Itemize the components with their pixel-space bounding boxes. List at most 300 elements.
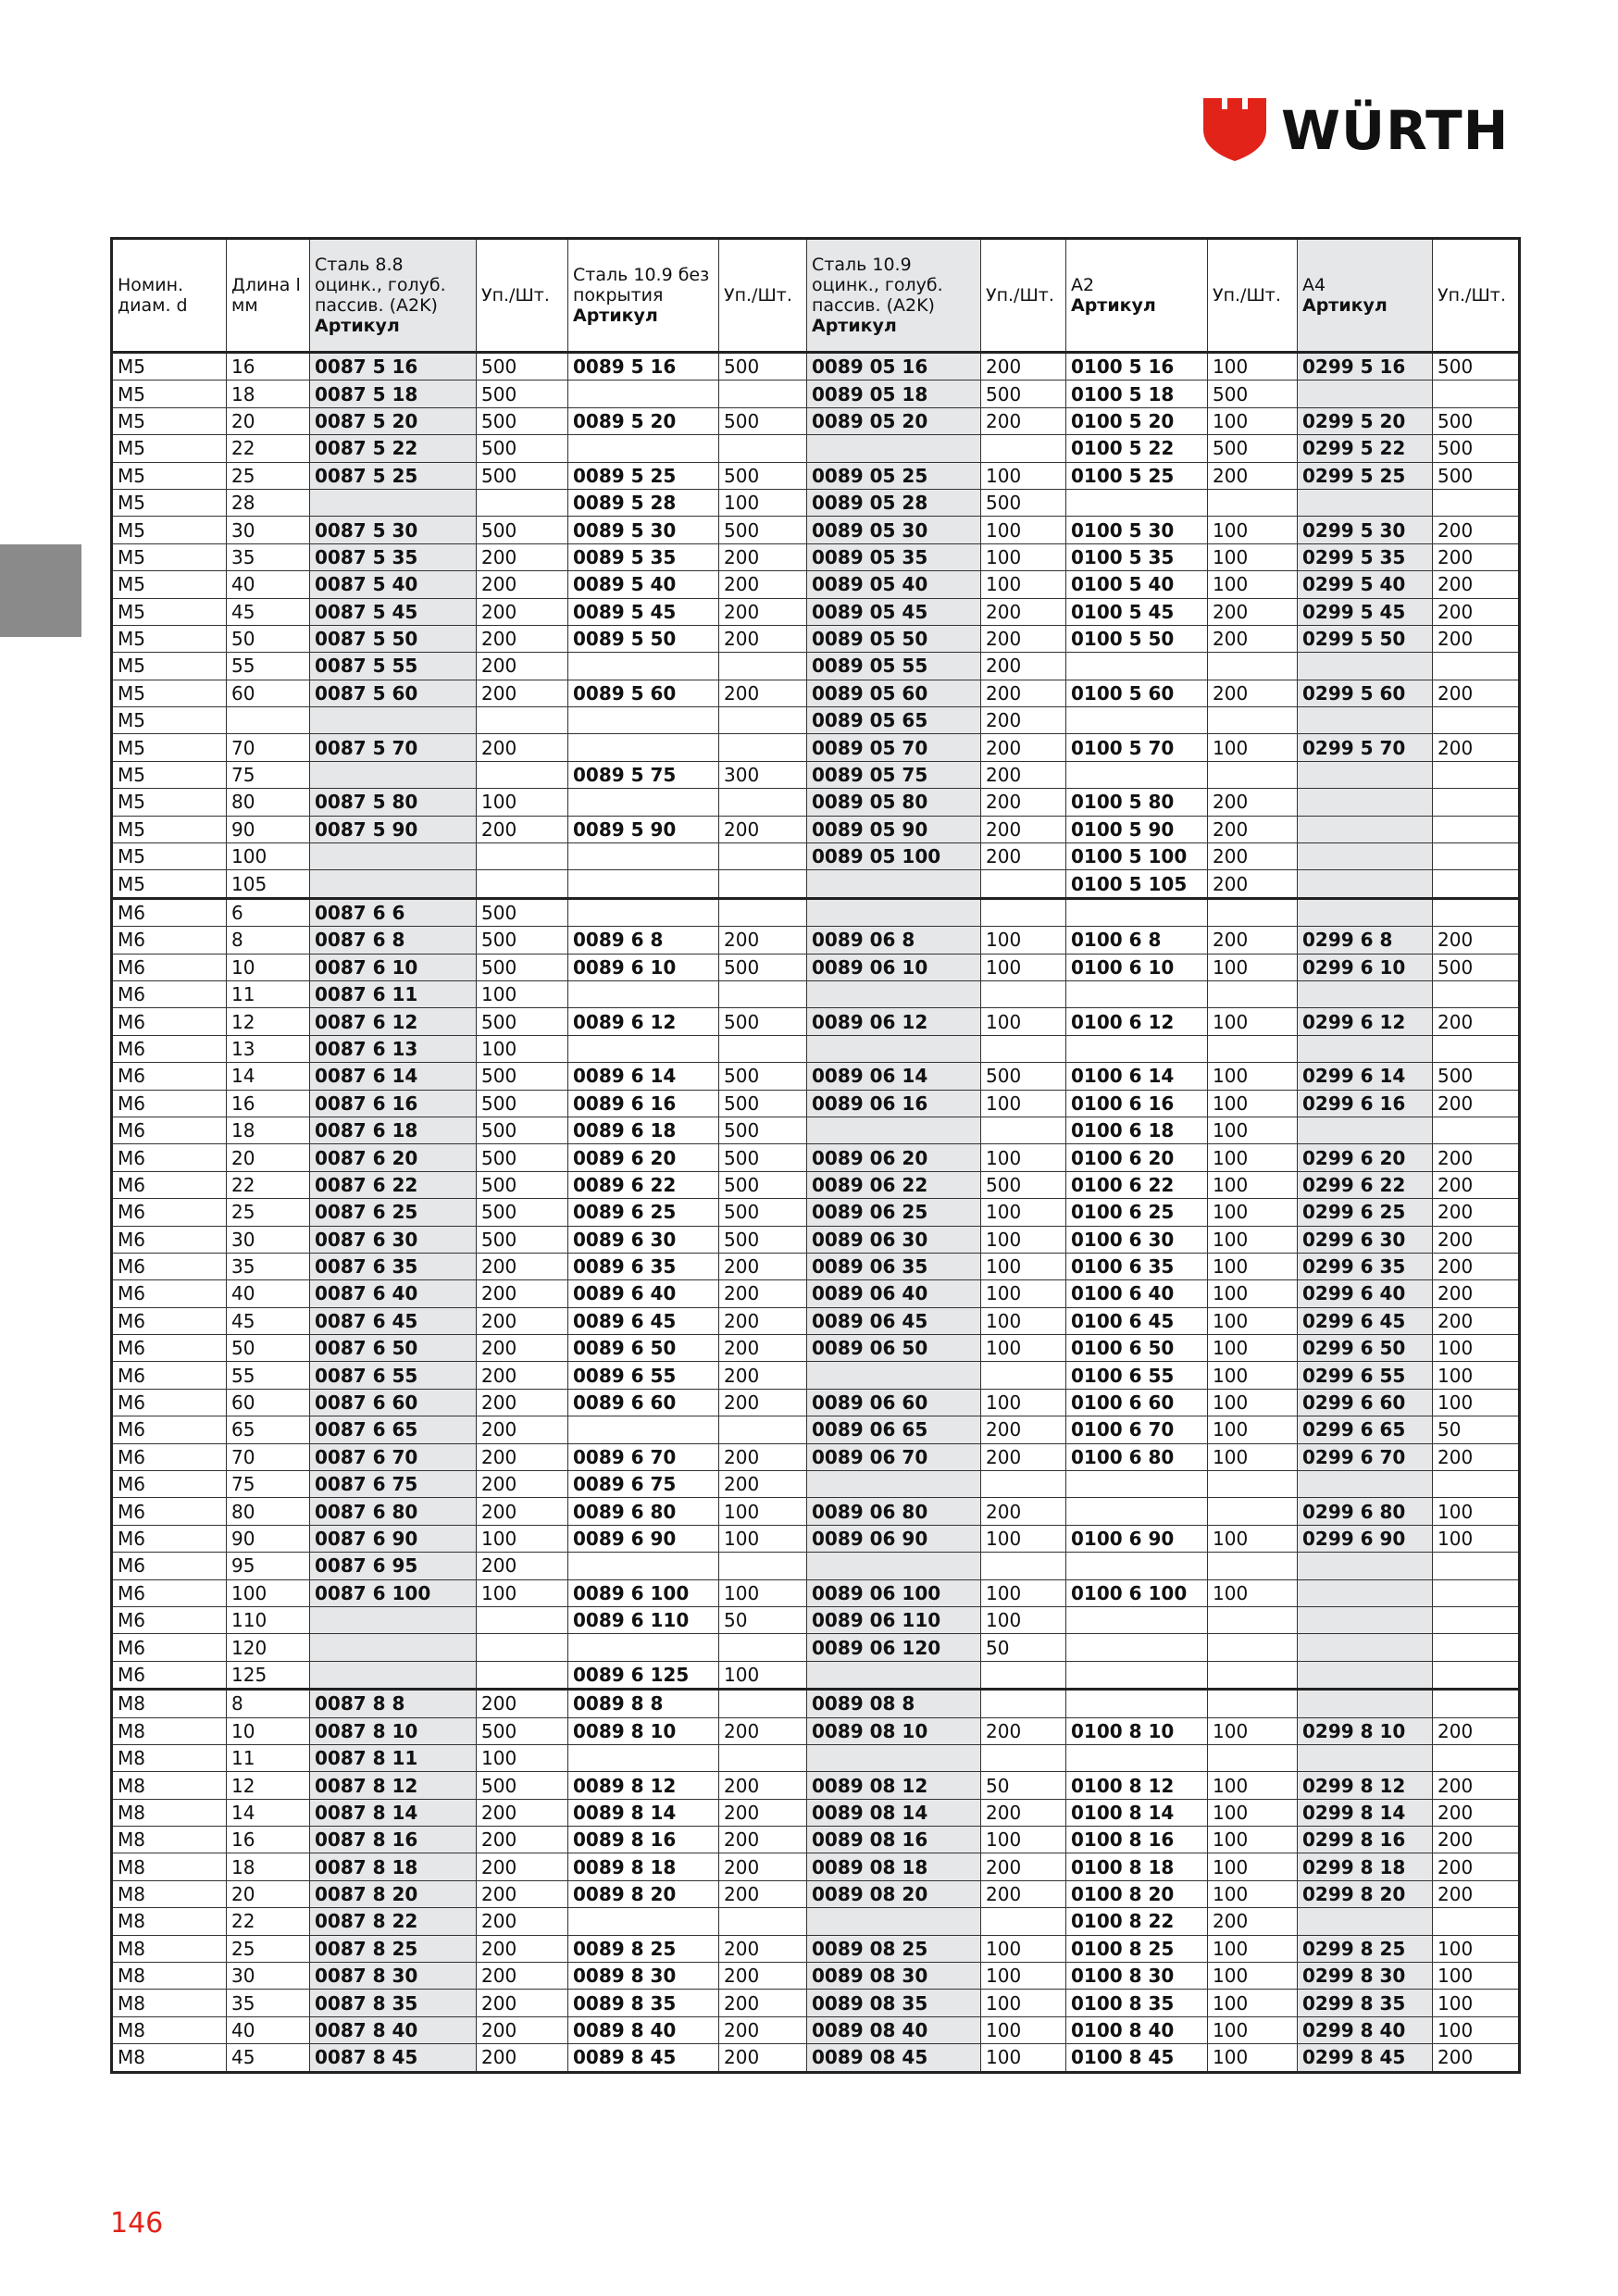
table-cell: 0089 6 16 <box>568 1090 719 1117</box>
table-cell: 200 <box>477 598 568 625</box>
table-cell: 0299 5 30 <box>1298 517 1433 543</box>
table-row <box>112 1008 1520 1035</box>
table-cell: 200 <box>477 2016 568 2043</box>
table-cell: M5 <box>112 625 227 652</box>
table-cell: 100 <box>719 1525 807 1552</box>
table-cell: 200 <box>1433 1090 1520 1117</box>
table-cell: 110 <box>227 1606 310 1633</box>
table-cell: 0089 05 25 <box>807 462 981 489</box>
table-cell: 0100 5 100 <box>1066 843 1208 870</box>
table-cell: 0100 8 12 <box>1066 1772 1208 1799</box>
table-cell <box>568 381 719 407</box>
table-cell <box>1208 653 1298 680</box>
table-cell: 0089 05 55 <box>807 653 981 680</box>
table-cell <box>568 898 719 926</box>
table-cell: 0087 6 18 <box>310 1117 477 1143</box>
table-cell: 200 <box>719 1307 807 1334</box>
table-cell <box>568 1634 719 1661</box>
table-cell: 22 <box>227 1171 310 1198</box>
table-cell: 0100 6 100 <box>1066 1579 1208 1606</box>
table-cell: 100 <box>981 462 1066 489</box>
table-row <box>112 1035 1520 1062</box>
table-cell <box>310 870 477 898</box>
table-cell: 0100 5 18 <box>1066 381 1208 407</box>
table-row <box>112 1498 1520 1525</box>
table-cell <box>310 843 477 870</box>
table-cell: M8 <box>112 1690 227 1717</box>
table-cell: 0299 6 70 <box>1298 1443 1433 1470</box>
table-cell: 100 <box>981 1307 1066 1334</box>
table-cell: 50 <box>719 1606 807 1633</box>
table-cell <box>568 1553 719 1579</box>
table-cell <box>1298 381 1433 407</box>
table-cell <box>807 870 981 898</box>
table-cell: 100 <box>1208 1226 1298 1253</box>
table-cell <box>568 435 719 462</box>
table-row <box>112 1880 1520 1907</box>
table-cell: 0089 06 16 <box>807 1090 981 1117</box>
table-cell: 50 <box>227 625 310 652</box>
table-cell <box>807 1908 981 1935</box>
table-cell <box>1066 653 1208 680</box>
table-cell: 0087 6 90 <box>310 1525 477 1552</box>
table-cell <box>1208 898 1298 926</box>
table-cell <box>1433 870 1520 898</box>
table-cell: 200 <box>1433 1853 1520 1880</box>
table-row <box>112 1280 1520 1307</box>
table-cell: 0100 6 45 <box>1066 1307 1208 1334</box>
table-cell <box>568 980 719 1007</box>
table-cell <box>981 1908 1066 1935</box>
table-cell <box>981 980 1066 1007</box>
table-cell: 100 <box>981 1226 1066 1253</box>
table-row <box>112 789 1520 816</box>
table-cell: 500 <box>477 1008 568 1035</box>
table-cell: 200 <box>1433 1880 1520 1907</box>
table-cell: 100 <box>981 571 1066 598</box>
table-cell: 200 <box>981 1853 1066 1880</box>
table-cell <box>719 435 807 462</box>
table-cell <box>477 1661 568 1689</box>
table-cell: 100 <box>1208 1963 1298 1990</box>
table-cell: 50 <box>227 1335 310 1362</box>
table-cell: 0087 6 10 <box>310 954 477 980</box>
table-cell: 22 <box>227 1908 310 1935</box>
table-cell: 0087 8 10 <box>310 1717 477 1744</box>
table-cell: 16 <box>227 1090 310 1117</box>
table-row <box>112 707 1520 734</box>
table-row <box>112 1443 1520 1470</box>
table-cell: 0299 8 16 <box>1298 1827 1433 1853</box>
table-cell: 500 <box>719 462 807 489</box>
table-cell <box>1433 1690 1520 1717</box>
table-cell <box>568 843 719 870</box>
table-cell: 0087 5 90 <box>310 816 477 842</box>
table-cell: 0299 8 40 <box>1298 2016 1433 2043</box>
table-cell: 0100 8 22 <box>1066 1908 1208 1935</box>
table-cell: M6 <box>112 1063 227 1090</box>
table-cell: 200 <box>719 2016 807 2043</box>
table-cell: 100 <box>1208 1853 1298 1880</box>
table-row <box>112 1362 1520 1389</box>
table-cell: 0087 8 40 <box>310 2016 477 2043</box>
table-cell: M6 <box>112 1634 227 1661</box>
table-cell: 200 <box>719 598 807 625</box>
table-cell: 200 <box>1433 1280 1520 1307</box>
table-cell: 200 <box>719 816 807 842</box>
table-cell <box>1433 789 1520 816</box>
table-cell: 0299 5 60 <box>1298 680 1433 706</box>
table-cell: M8 <box>112 1853 227 1880</box>
table-cell <box>1066 489 1208 516</box>
table-row <box>112 1063 1520 1090</box>
table-cell: 0100 6 40 <box>1066 1280 1208 1307</box>
table-cell: 200 <box>477 1827 568 1853</box>
table-cell: 40 <box>227 1280 310 1307</box>
table-row <box>112 1525 1520 1552</box>
table-cell: 0100 5 60 <box>1066 680 1208 706</box>
table-cell <box>807 1471 981 1498</box>
table-cell: 200 <box>981 734 1066 761</box>
table-cell: 500 <box>477 435 568 462</box>
table-cell: 200 <box>981 407 1066 434</box>
table-cell: 18 <box>227 1853 310 1880</box>
table-cell: 200 <box>1433 1443 1520 1470</box>
table-cell: 500 <box>1208 381 1298 407</box>
table-cell: 0089 6 18 <box>568 1117 719 1143</box>
table-cell: 0089 08 45 <box>807 2044 981 2072</box>
table-cell: 100 <box>981 1144 1066 1171</box>
table-cell <box>719 1690 807 1717</box>
table-cell <box>981 435 1066 462</box>
table-cell <box>1208 1744 1298 1771</box>
table-row <box>112 517 1520 543</box>
table-cell: 0087 6 25 <box>310 1199 477 1226</box>
table-cell: 0100 5 105 <box>1066 870 1208 898</box>
table-cell: M5 <box>112 407 227 434</box>
table-cell <box>568 789 719 816</box>
table-cell: 100 <box>1433 1525 1520 1552</box>
table-row <box>112 927 1520 954</box>
table-cell: 35 <box>227 1990 310 2016</box>
column-header: Уп./Шт. <box>981 239 1066 353</box>
table-cell: 0087 5 18 <box>310 381 477 407</box>
table-cell: 30 <box>227 1226 310 1253</box>
table-row <box>112 489 1520 516</box>
table-row <box>112 816 1520 842</box>
table-cell: 0087 6 14 <box>310 1063 477 1090</box>
table-cell: 0087 5 45 <box>310 598 477 625</box>
table-cell: 0089 8 10 <box>568 1717 719 1744</box>
table-cell: 200 <box>1433 543 1520 570</box>
table-cell: 200 <box>477 1880 568 1907</box>
table-cell: 200 <box>1208 870 1298 898</box>
table-cell: 30 <box>227 1963 310 1990</box>
table-cell <box>1298 1579 1433 1606</box>
table-cell: 100 <box>981 1963 1066 1990</box>
table-row <box>112 1606 1520 1633</box>
table-cell: 200 <box>1208 625 1298 652</box>
table-cell: 0089 06 10 <box>807 954 981 980</box>
table-cell: 0299 6 25 <box>1298 1199 1433 1226</box>
table-cell: 0100 5 45 <box>1066 598 1208 625</box>
table-cell: 500 <box>719 1090 807 1117</box>
table-cell <box>719 1416 807 1443</box>
table-cell: 0087 8 12 <box>310 1772 477 1799</box>
table-cell: 500 <box>719 1171 807 1198</box>
table-cell: 100 <box>1208 353 1298 381</box>
table-cell <box>719 707 807 734</box>
table-cell: 200 <box>477 1990 568 2016</box>
table-cell: 100 <box>1208 1199 1298 1226</box>
table-row <box>112 1171 1520 1198</box>
table-cell: 0087 8 8 <box>310 1690 477 1717</box>
table-cell: 0100 6 12 <box>1066 1008 1208 1035</box>
table-cell: 200 <box>719 1362 807 1389</box>
table-cell: 0299 6 90 <box>1298 1525 1433 1552</box>
table-cell: 0087 6 6 <box>310 898 477 926</box>
table-cell: 0100 6 60 <box>1066 1389 1208 1416</box>
table-cell <box>981 1035 1066 1062</box>
table-cell: 0089 5 28 <box>568 489 719 516</box>
table-cell: 0087 6 20 <box>310 1144 477 1171</box>
table-cell: 0089 6 50 <box>568 1335 719 1362</box>
table-cell: 200 <box>477 2044 568 2072</box>
table-cell: 0100 6 18 <box>1066 1117 1208 1143</box>
table-cell: 0087 5 35 <box>310 543 477 570</box>
table-cell: 0100 5 70 <box>1066 734 1208 761</box>
table-cell: 0087 6 22 <box>310 1171 477 1198</box>
table-cell: 0087 6 30 <box>310 1226 477 1253</box>
table-cell: 0089 06 50 <box>807 1335 981 1362</box>
table-cell: 0089 8 25 <box>568 1935 719 1962</box>
table-cell: 0100 6 20 <box>1066 1144 1208 1171</box>
table-row <box>112 1990 1520 2016</box>
table-row <box>112 1827 1520 1853</box>
table-cell: M6 <box>112 1171 227 1198</box>
table-cell <box>807 980 981 1007</box>
table-cell: 100 <box>1208 1990 1298 2016</box>
table-cell: M6 <box>112 1226 227 1253</box>
table-cell: 45 <box>227 598 310 625</box>
table-cell: 200 <box>477 1963 568 1990</box>
table-row <box>112 407 1520 434</box>
table-cell: 200 <box>1433 1144 1520 1171</box>
table-cell <box>1298 816 1433 842</box>
table-row <box>112 1799 1520 1826</box>
table-cell: 0089 6 25 <box>568 1199 719 1226</box>
table-cell: 0087 8 14 <box>310 1799 477 1826</box>
table-row <box>112 1579 1520 1606</box>
table-cell: M8 <box>112 1935 227 1962</box>
table-row <box>112 1090 1520 1117</box>
table-cell: 0089 06 22 <box>807 1171 981 1198</box>
table-cell <box>981 898 1066 926</box>
column-header: Уп./Шт. <box>1208 239 1298 353</box>
table-cell: 0089 8 30 <box>568 1963 719 1990</box>
table-cell: 200 <box>719 680 807 706</box>
table-cell: 200 <box>719 1389 807 1416</box>
table-cell <box>1433 489 1520 516</box>
table-cell <box>719 1908 807 1935</box>
table-cell: 16 <box>227 1827 310 1853</box>
table-cell: 50 <box>981 1772 1066 1799</box>
table-cell: 120 <box>227 1634 310 1661</box>
table-cell: 0087 5 80 <box>310 789 477 816</box>
table-cell <box>807 898 981 926</box>
table-cell: 0089 6 70 <box>568 1443 719 1470</box>
table-cell: 200 <box>981 1443 1066 1470</box>
table-cell <box>807 1035 981 1062</box>
table-cell: 100 <box>1208 1525 1298 1552</box>
table-cell: 0089 06 110 <box>807 1606 981 1633</box>
table-cell <box>1433 980 1520 1007</box>
table-cell: 12 <box>227 1008 310 1035</box>
table-cell <box>1433 1661 1520 1689</box>
table-row <box>112 843 1520 870</box>
table-cell: 100 <box>1208 734 1298 761</box>
table-cell: 200 <box>1433 2044 1520 2072</box>
table-cell: 0100 6 70 <box>1066 1416 1208 1443</box>
table-cell: 0089 08 40 <box>807 2016 981 2043</box>
table-cell: 100 <box>477 1525 568 1552</box>
table-cell: 25 <box>227 1935 310 1962</box>
table-cell: 0089 6 40 <box>568 1280 719 1307</box>
table-cell <box>477 761 568 788</box>
table-cell: 200 <box>719 625 807 652</box>
table-row <box>112 1389 1520 1416</box>
table-cell: M5 <box>112 734 227 761</box>
table-cell: 0089 06 100 <box>807 1579 981 1606</box>
table-cell: M8 <box>112 1827 227 1853</box>
table-cell: 100 <box>981 1335 1066 1362</box>
table-cell <box>1298 1634 1433 1661</box>
table-cell <box>981 1553 1066 1579</box>
table-cell: 0089 8 12 <box>568 1772 719 1799</box>
table-cell: 200 <box>719 1280 807 1307</box>
table-cell: 0299 6 80 <box>1298 1498 1433 1525</box>
table-cell: 200 <box>477 1935 568 1962</box>
table-cell: 100 <box>1208 1144 1298 1171</box>
table-cell: 200 <box>1208 462 1298 489</box>
table-cell <box>1433 1634 1520 1661</box>
table-cell: 200 <box>1433 598 1520 625</box>
table-cell <box>719 789 807 816</box>
table-cell: 0089 05 16 <box>807 353 981 381</box>
table-cell: 100 <box>1208 1063 1298 1090</box>
table-cell: 8 <box>227 927 310 954</box>
table-cell: 500 <box>719 1008 807 1035</box>
table-cell: 100 <box>981 1579 1066 1606</box>
table-cell: 0089 5 16 <box>568 353 719 381</box>
table-cell <box>1433 1553 1520 1579</box>
table-cell <box>568 653 719 680</box>
table-cell: M6 <box>112 927 227 954</box>
table-cell: 0089 5 90 <box>568 816 719 842</box>
table-cell: 0087 6 50 <box>310 1335 477 1362</box>
table-cell: 0299 8 45 <box>1298 2044 1433 2072</box>
table-cell: 0089 5 40 <box>568 571 719 598</box>
table-cell: 100 <box>981 1525 1066 1552</box>
table-cell: M5 <box>112 870 227 898</box>
table-cell: 0089 06 45 <box>807 1307 981 1334</box>
table-cell <box>1433 1117 1520 1143</box>
table-cell: 500 <box>477 1199 568 1226</box>
table-cell <box>981 1471 1066 1498</box>
table-cell: 0089 08 10 <box>807 1717 981 1744</box>
table-cell: 100 <box>1208 571 1298 598</box>
table-cell: 0100 5 22 <box>1066 435 1208 462</box>
table-cell: 0089 06 90 <box>807 1525 981 1552</box>
table-cell: 200 <box>719 1853 807 1880</box>
table-cell <box>1066 707 1208 734</box>
table-cell: 45 <box>227 1307 310 1334</box>
table-cell <box>477 843 568 870</box>
table-cell: 18 <box>227 381 310 407</box>
table-cell: 0100 6 80 <box>1066 1443 1208 1470</box>
table-cell: 0100 8 20 <box>1066 1880 1208 1907</box>
table-cell: 0299 6 55 <box>1298 1362 1433 1389</box>
table-cell <box>1298 1471 1433 1498</box>
table-cell: 0089 6 30 <box>568 1226 719 1253</box>
table-cell: 0089 06 30 <box>807 1226 981 1253</box>
table-cell: 200 <box>477 653 568 680</box>
table-cell: M5 <box>112 653 227 680</box>
table-cell: 60 <box>227 1389 310 1416</box>
table-cell: 0100 5 80 <box>1066 789 1208 816</box>
table-cell: 0100 6 25 <box>1066 1199 1208 1226</box>
table-cell: 500 <box>1433 462 1520 489</box>
table-cell: 0087 8 11 <box>310 1744 477 1771</box>
table-cell: 0299 8 30 <box>1298 1963 1433 1990</box>
table-cell: 0299 6 60 <box>1298 1389 1433 1416</box>
table-cell <box>1433 707 1520 734</box>
table-cell: 500 <box>477 381 568 407</box>
table-cell: 0089 6 45 <box>568 1307 719 1334</box>
table-cell: 11 <box>227 1744 310 1771</box>
table-cell: 500 <box>1433 353 1520 381</box>
table-cell <box>981 870 1066 898</box>
table-cell: 0087 5 40 <box>310 571 477 598</box>
table-cell: 500 <box>477 462 568 489</box>
table-row <box>112 381 1520 407</box>
table-cell: 100 <box>1208 1579 1298 1606</box>
table-cell: 100 <box>1208 1117 1298 1143</box>
table-cell: 0087 6 65 <box>310 1416 477 1443</box>
table-cell: 0299 6 45 <box>1298 1307 1433 1334</box>
wurth-logo <box>1203 98 1518 163</box>
table-row <box>112 1935 1520 1962</box>
table-cell: 0100 5 20 <box>1066 407 1208 434</box>
table-cell: 200 <box>719 927 807 954</box>
table-cell: 0089 05 20 <box>807 407 981 434</box>
table-cell: 10 <box>227 954 310 980</box>
table-cell: 500 <box>981 1063 1066 1090</box>
table-cell: 200 <box>477 1443 568 1470</box>
table-cell: 0087 6 16 <box>310 1090 477 1117</box>
table-cell: 200 <box>477 680 568 706</box>
table-cell <box>227 707 310 734</box>
table-cell <box>719 734 807 761</box>
table-cell <box>1433 816 1520 842</box>
table-cell: 300 <box>719 761 807 788</box>
table-cell: 0089 5 35 <box>568 543 719 570</box>
table-cell: 0087 6 100 <box>310 1579 477 1606</box>
table-cell: 200 <box>1433 517 1520 543</box>
table-cell: M5 <box>112 353 227 381</box>
table-cell: 0087 5 25 <box>310 462 477 489</box>
table-cell <box>1433 843 1520 870</box>
